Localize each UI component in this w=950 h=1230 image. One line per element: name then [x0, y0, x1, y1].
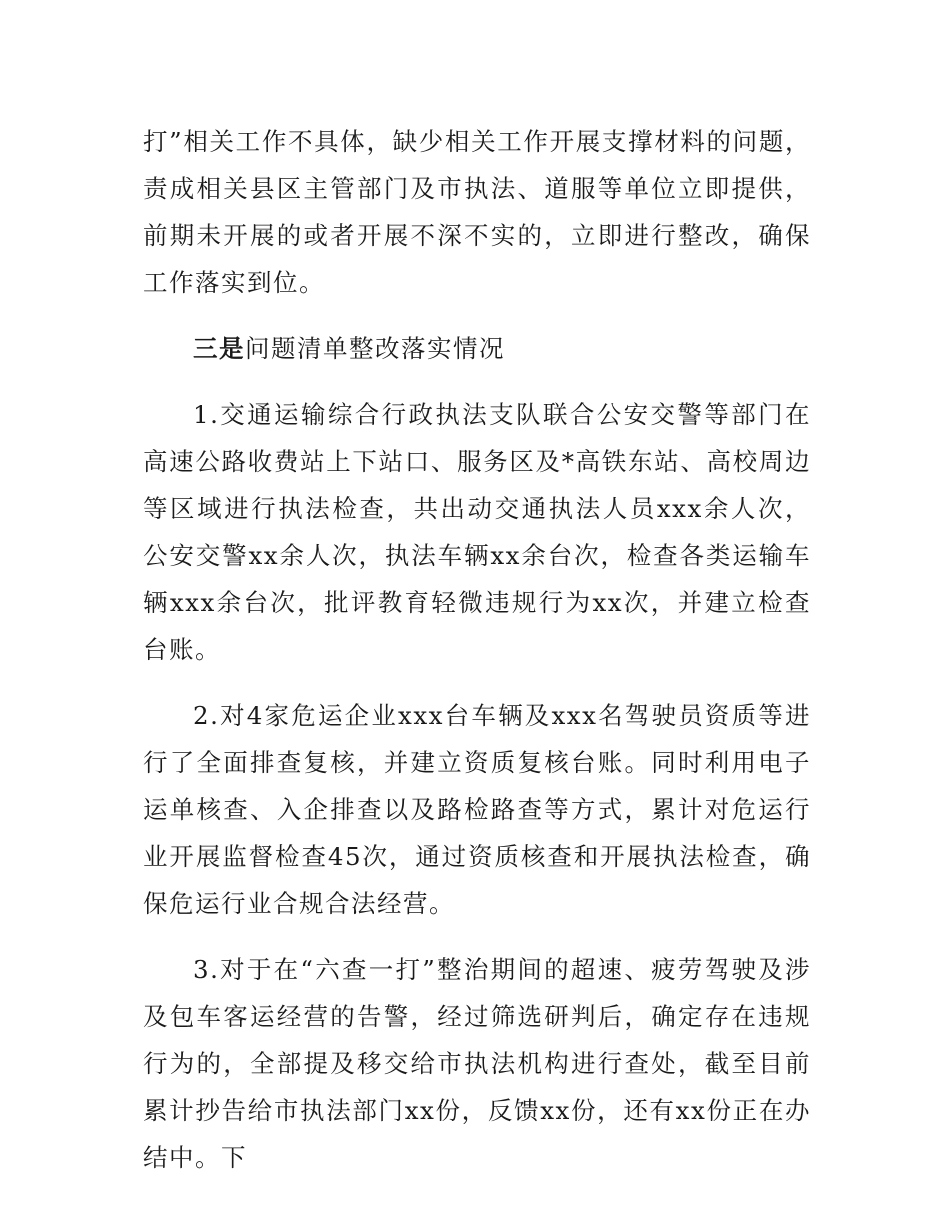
- paragraph-continuation: 打”相关工作不具体，缺少相关工作开展支撑材料的问题，责成相关县区主管部门及市执法、道服等单位立即提供，前期未开展的或者开展不深不实的，立即进行整改，确保工作落实到位。: [143, 127, 811, 297]
- paragraph-item-3: 3.对于在“六查一打”整治期间的超速、疲劳驾驶及涉及包车客运经营的告警，经过筛选研判后，确定存在违规行为的，全部提及移交给市执法机构进行查处，截至目前累计抄告给市执法部门xx份，反馈xx份，还有xx份正在办结中。下: [143, 955, 811, 1172]
- paragraph-item-2: 2.对4家危运企业xxx台车辆及xxx名驾驶员资质等进行了全面排查复核，并建立资质复核台账。同时利用电子运单核查、入企排查以及路检路查等方式，累计对危运行业开展监督检查45次，通过资质核查和开展执法检查，确保危运行业合规合法经营。: [143, 701, 811, 918]
- paragraph-item-1: 1.交通运输综合行政执法支队联合公安交警等部门在高速公路收费站上下站口、服务区及*高铁东站、高校周边等区域进行执法检查，共出动交通执法人员xxx余人次，公安交警xx余人次，执法车辆xx余台次，检查各类运输车辆xxx余台次，批评教育轻微违规行为xx次，并建立检查台账。: [143, 400, 811, 664]
- section-heading-text: 问题清单整改落实情况: [245, 334, 505, 363]
- section-heading-bold: 三是: [193, 334, 245, 363]
- document-body: [143, 118, 811, 1181]
- section-heading: [143, 325, 811, 372]
